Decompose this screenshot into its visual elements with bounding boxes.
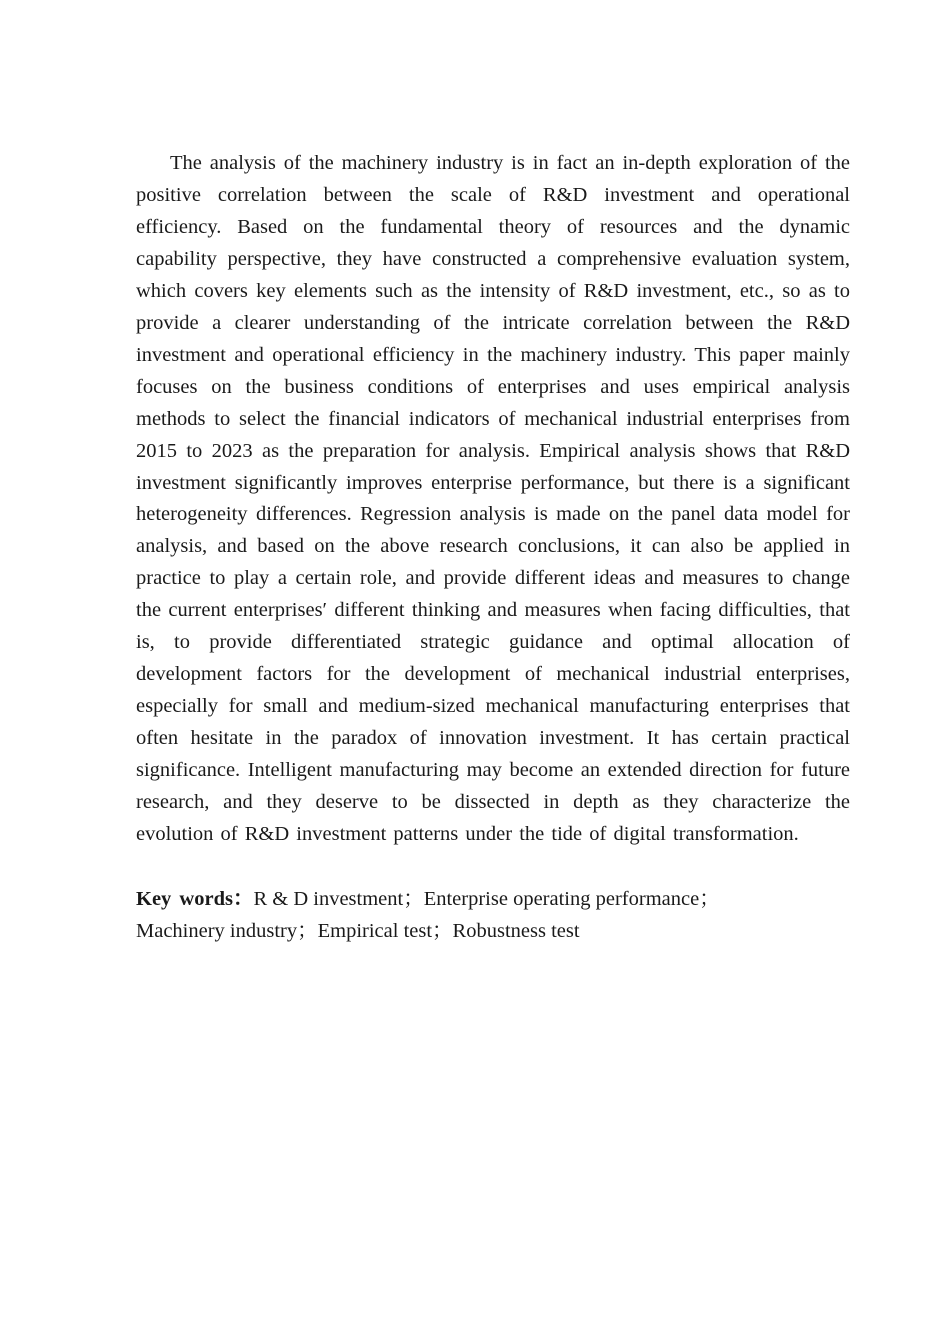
keywords-line-2: Machinery industry；Empirical test；Robustness test: [136, 919, 580, 942]
keywords-label: Key words：: [136, 887, 254, 910]
keywords-line-1: R & D investment；Enterprise operating performance；: [253, 887, 720, 910]
abstract-paragraph: The analysis of the machinery industry is in fact an in-depth exploration of the positive correlation between the scale of R&D investment and operational efficiency. Based on the fundamental theory of resources and the dynamic capability perspective, they have constructed a comprehensive evaluation system, which covers key elements such as the intensity of R&D investment, etc., so as to provide a clearer understanding of the intricate correlation between the R&D investment and operational efficiency in the machinery industry. This paper mainly focuses on the business conditions of enterprises and uses empirical analysis methods to select the financial indicators of mechanical industrial enterprises from 2015 to 2023 as the preparation for analysis. Empirical analysis shows that R&D investment significantly improves enterprise performance, but there is a significant heterogeneity differences. Regression analysis is made on the panel data model for analysis, and based on the above research conclusions, it can also be applied in practice to play a certain role, and provide different ideas and measures to change the current enterprises′ different thinking and measures when facing difficulties, that is, to provide differentiated strategic guidance and optimal allocation of development factors for the development of mechanical industrial enterprises, especially for small and medium-sized mechanical manufacturing enterprises that often hesitate in the paradox of innovation investment. It has certain practical significance. Intelligent manufacturing may become an extended direction for future research, and they deserve to be dissected in depth as they characterize the evolution of R&D investment patterns under the tide of digital transformation.: [136, 152, 850, 846]
abstract-section: [136, 148, 850, 947]
keywords-block: [136, 883, 850, 947]
